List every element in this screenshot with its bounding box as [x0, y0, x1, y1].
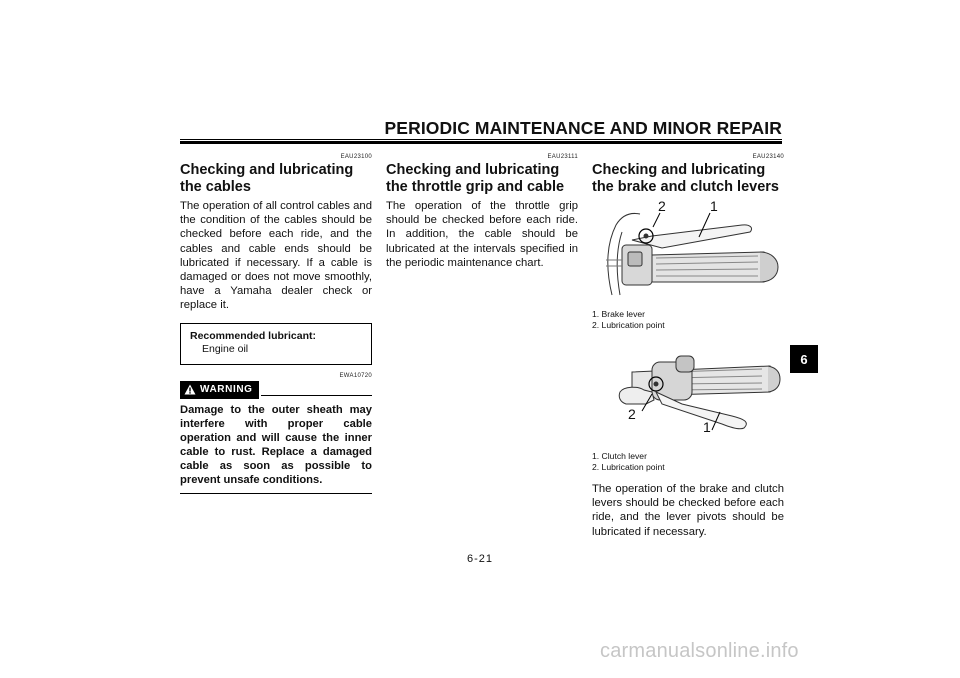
warning-code: EWA10720	[339, 372, 372, 379]
chapter-tab: 6	[790, 345, 818, 373]
callout-number: 1	[703, 419, 711, 435]
section-code: EAU23140	[752, 154, 784, 160]
header-rule-thick	[180, 141, 782, 144]
warning-rule	[261, 395, 372, 396]
figure-caption	[592, 451, 784, 472]
section-code: EAU23100	[340, 154, 372, 160]
section-code: EAU23111	[547, 154, 578, 160]
section-body: The operation of the throttle grip should be checked before each ride. In addition, the cable should be lubricated at the intervals specified in the periodic maintenance chart.	[386, 200, 578, 269]
warning-badge	[180, 381, 259, 399]
page-number: 6-21	[466, 553, 494, 565]
caption-line: 1. Clutch lever	[592, 451, 647, 461]
callout-number: 2	[658, 198, 666, 214]
section-throttle	[386, 154, 578, 270]
caption-line: 2. Lubrication point	[592, 319, 665, 330]
warning-label: WARNING	[200, 384, 253, 396]
clutch-lever-drawing	[592, 342, 784, 447]
warning-triangle-icon	[184, 384, 196, 395]
lubricant-value: Engine oil	[202, 342, 249, 355]
section-title: Checking and lubricating the brake and clutch levers	[592, 162, 779, 195]
warning-text: Damage to the outer sheath may interfere with proper cable operation and will cause the inner cable to rust. Replace a damaged cable as soon as possible to prevent unsafe conditions.	[180, 403, 372, 486]
figure-caption	[592, 309, 784, 330]
page-header-title: PERIODIC MAINTENANCE AND MINOR REPAIR	[384, 118, 782, 138]
section-title: Checking and lubricating the throttle grip and cable	[386, 162, 565, 195]
warning-bottom-rule	[180, 493, 372, 494]
section-cables	[180, 154, 372, 494]
clutch-lever-illustration	[592, 342, 784, 447]
brake-lever-illustration	[592, 200, 784, 305]
section-title: Checking and lubricating the cables	[180, 162, 354, 195]
lubricant-label: Recommended lubricant:	[190, 329, 317, 342]
header-rule	[180, 139, 782, 140]
warning-header	[180, 381, 372, 399]
callout-number: 1	[710, 198, 718, 214]
caption-line: 2. Lubrication point	[592, 461, 665, 472]
section-body: The operation of all control cables and the condition of the cables should be checked before each ride, and the cables and cable ends should be lubricated if necessary. If a cable is damaged or does not move smoothly, have a Yamaha dealer check or replace it.	[180, 200, 372, 312]
section-levers	[592, 154, 784, 539]
section-body: The operation of the brake and clutch levers should be checked before each ride, and the lever pivots should be lubricated if necessary.	[592, 483, 784, 538]
recommended-lubricant-box	[180, 323, 372, 365]
caption-line: 1. Brake lever	[592, 309, 646, 319]
callout-number: 2	[628, 406, 636, 422]
brake-lever-drawing	[592, 200, 784, 305]
watermark: carmanualsonline.info	[600, 640, 799, 662]
